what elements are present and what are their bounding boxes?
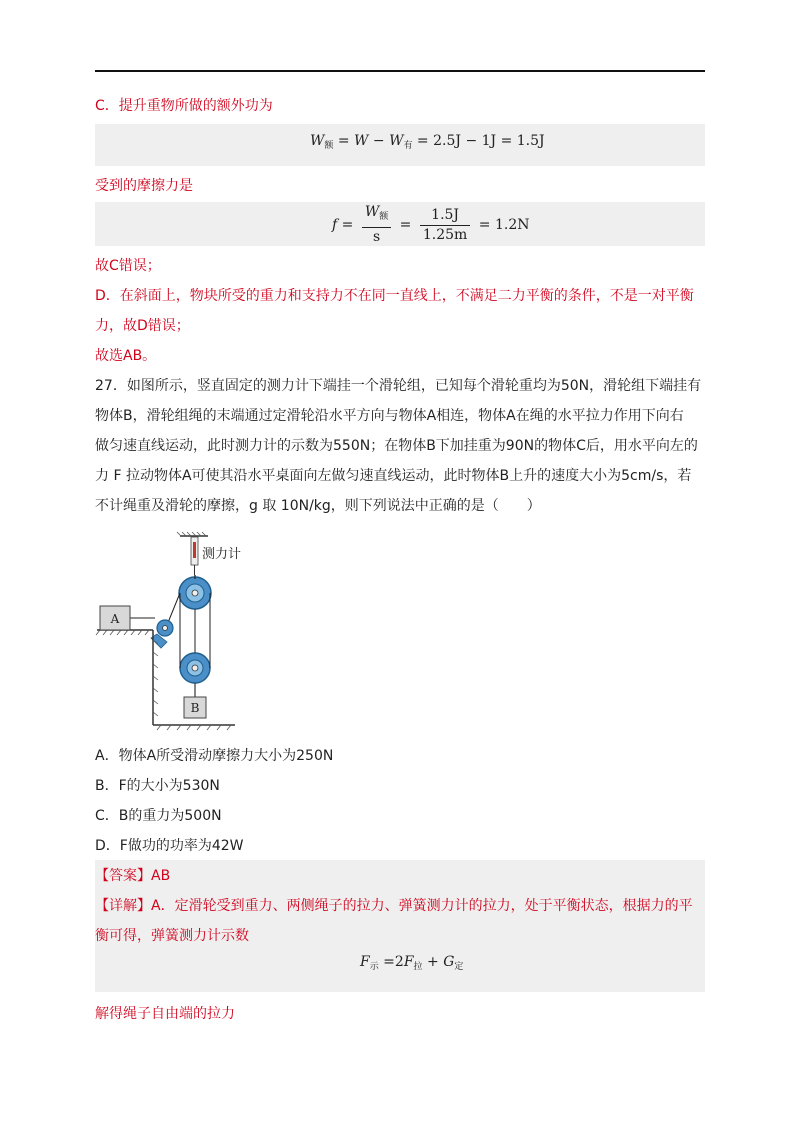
fraction-num-symbol: W <box>364 204 380 220</box>
answer-row <box>95 866 170 886</box>
question-line5: 不计绳重及滑轮的摩擦，g 取 10N/kg，则下列说法中正确的是（ ） <box>95 498 541 514</box>
block-b-label: B <box>190 701 200 715</box>
question-line4: 力 F 拉动物体A可使其沿水平桌面向左做匀速直线运动，此时物体B上升的速度大小为5cm/s，若 <box>95 468 692 484</box>
formula-w-useful: W <box>389 133 404 149</box>
fraction-num-sub: 额 <box>379 212 389 222</box>
answer-label: 【答案】 <box>95 868 151 884</box>
fraction-values <box>420 207 470 244</box>
part-d-line2: 力，故D错误； <box>95 318 190 334</box>
fraction-den: s <box>372 229 381 245</box>
formula-g-symbol: G <box>443 954 455 970</box>
detail-row1 <box>95 896 693 916</box>
formula-rhs-a: =2 <box>378 954 404 970</box>
formula-f2-sub: 拉 <box>413 962 423 972</box>
formula-rhs: = 2.5J − 1J = 1.5J <box>412 133 545 149</box>
formula-f-symbol: f <box>332 217 338 233</box>
c-wrong-text: 故C错误； <box>95 258 161 274</box>
formula-extra-work <box>310 133 545 151</box>
friction-heading: 受到的摩擦力是 <box>95 178 193 194</box>
formula-plus: + <box>422 954 444 970</box>
meter-label: 测力计 <box>202 547 242 562</box>
option-b: B．F的大小为530N <box>95 778 220 794</box>
formula-eq2: = <box>395 217 416 233</box>
option-a: A．物体A所受滑动摩擦力大小为250N <box>95 748 334 764</box>
choose-text: 故选AB。 <box>95 348 157 364</box>
formula-f2-symbol: F <box>403 954 414 970</box>
question-line2: 物体B，滑轮组绳的末端通过定滑轮沿水平方向与物体A相连，物体A在绳的水平拉力作用下向右 <box>95 408 684 424</box>
answer-value: AB <box>151 868 171 884</box>
fraction-w-over-s <box>362 204 391 246</box>
formula-f-symbol: F <box>360 954 370 970</box>
formula-eq: = <box>337 217 358 233</box>
header-rule <box>95 70 705 72</box>
option-d: D．F做功的功率为42W <box>95 838 244 854</box>
formula-minus: − <box>368 133 390 149</box>
pulley-figure <box>95 530 255 735</box>
formula-spring-reading <box>360 954 463 972</box>
formula-g-sub: 定 <box>454 962 464 972</box>
question-line1: 27．如图所示，竖直固定的测力计下端挂一个滑轮组，已知每个滑轮重均为50N，滑轮组下端挂有 <box>95 378 702 394</box>
detail-line2: 衡可得，弹簧测力计示数 <box>95 928 249 944</box>
block-a-label: A <box>110 612 120 626</box>
question-line3: 做匀速直线运动，此时测力计的示数为550N；在物体B下加挂重为90N的物体C后，用水平向左的 <box>95 438 698 454</box>
formula-friction <box>332 204 529 246</box>
part-d-line1: D．在斜面上，物块所受的重力和支持力不在同一直线上，不满足二力平衡的条件，不是一对平衡 <box>95 288 694 304</box>
fraction-den-value: 1.25m <box>422 226 468 243</box>
part-c-heading: C．提升重物所做的额外功为 <box>95 98 273 114</box>
formula-eq: = <box>333 133 355 149</box>
fraction-num-value: 1.5J <box>420 207 470 226</box>
formula-f-sub: 示 <box>369 962 379 972</box>
detail-line1: A．定滑轮受到重力、两侧绳子的拉力、弹簧测力计的拉力，处于平衡状态，根据力的平 <box>151 898 693 914</box>
formula-w-symbol: W <box>310 133 325 149</box>
formula-result: = 1.2N <box>474 217 530 233</box>
formula-subscript-useful: 有 <box>403 141 413 151</box>
last-line: 解得绳子自由端的拉力 <box>95 1006 235 1022</box>
detail-label: 【详解】 <box>95 898 151 914</box>
option-c: C．B的重力为500N <box>95 808 222 824</box>
formula-w: W <box>354 133 369 149</box>
formula-subscript: 额 <box>324 141 334 151</box>
